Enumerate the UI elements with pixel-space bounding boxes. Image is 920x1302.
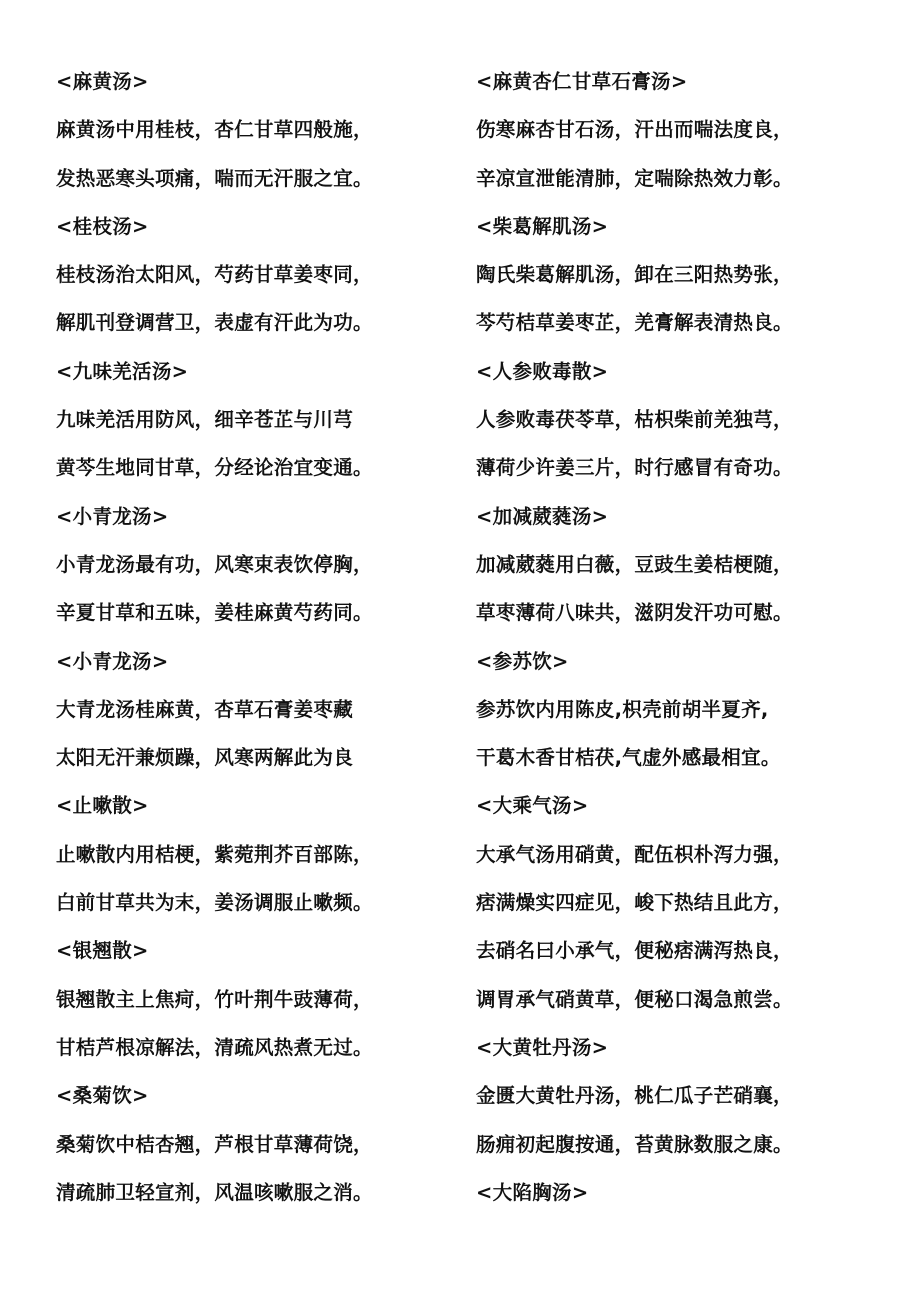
left-column [56, 62, 456, 1221]
verse-line: 薄荷少许姜三片，时行感冒有奇功。 [476, 456, 793, 480]
formula-title: <参苏饮> [476, 649, 569, 673]
verse-line: 参苏饮内用陈皮,枳壳前胡半夏齐, [476, 697, 769, 721]
formula-title: <桂枝汤> [56, 214, 149, 238]
formula-title: <大黄牡丹汤> [476, 1035, 609, 1059]
verse-line: 太阳无汗兼烦躁，风寒两解此为良 [56, 746, 354, 770]
verse-line: 痞满燥实四症见，峻下热结且此方， [476, 891, 793, 915]
verse-line: 发热恶寒头项痛，喘而无汗服之宜。 [56, 166, 373, 190]
verse-line: 芩芍桔草姜枣芷，羌膏解表清热良。 [476, 311, 793, 335]
verse-line: 人参败毒茯苓草，枯枳柴前羌独芎， [476, 408, 793, 432]
verse-line: 白前甘草共为末，姜汤调服止嗽频。 [56, 891, 373, 915]
verse-line: 黄芩生地同甘草，分经论治宜变通。 [56, 456, 373, 480]
verse-line: 辛凉宣泄能清肺，定喘除热效力彰。 [476, 166, 793, 190]
verse-line: 止嗽散内用桔梗，紫菀荆芥百部陈， [56, 842, 373, 866]
verse-line: 清疏肺卫轻宣剂，风温咳嗽服之消。 [56, 1180, 373, 1204]
formula-title: <银翘散> [56, 939, 149, 963]
verse-line: 桑菊饮中桔杏翘，芦根甘草薄荷饶， [56, 1132, 373, 1156]
verse-line: 加减葳蕤用白薇，豆豉生姜桔梗随， [476, 552, 793, 576]
right-column [476, 62, 896, 1221]
verse-line: 解肌刊登调营卫，表虚有汗此为功。 [56, 311, 373, 335]
verse-line: 去硝名曰小承气，便秘痞满泻热良， [476, 939, 793, 963]
verse-line: 伤寒麻杏甘石汤，汗出而喘法度良， [476, 118, 793, 142]
verse-line: 小青龙汤最有功，风寒束表饮停胸， [56, 552, 373, 576]
verse-line: 甘桔芦根凉解法，清疏风热煮无过。 [56, 1035, 373, 1059]
formula-title: <九味羌活汤> [56, 359, 189, 383]
verse-line: 草枣薄荷八味共，滋阴发汗功可慰。 [476, 601, 793, 625]
formula-title: <大陷胸汤> [476, 1180, 589, 1204]
formula-title: <麻黄杏仁甘草石膏汤> [476, 70, 688, 93]
verse-line: 大青龙汤桂麻黄，杏草石膏姜枣藏 [56, 697, 354, 721]
verse-line: 麻黄汤中用桂枝，杏仁甘草四般施， [56, 118, 373, 142]
formula-title: <大乘气汤> [476, 794, 589, 818]
verse-line: 桂枝汤治太阳风，芍药甘草姜枣同， [56, 263, 373, 287]
verse-line: 银翘散主上焦疴，竹叶荆牛豉薄荷， [56, 987, 373, 1011]
formula-title: <小青龙汤> [56, 504, 169, 528]
verse-line: 干葛木香甘桔茯,气虚外感最相宜。 [476, 746, 781, 770]
formula-title: <止嗽散> [56, 794, 149, 818]
verse-line: 辛夏甘草和五味，姜桂麻黄芍药同。 [56, 601, 373, 625]
verse-line: 陶氏柴葛解肌汤，卸在三阳热势张， [476, 263, 793, 287]
verse-line: 调胃承气硝黄草，便秘口渴急煎尝。 [476, 987, 793, 1011]
formula-title: <麻黄汤> [56, 70, 149, 93]
formula-title: <人参败毒散> [476, 359, 609, 383]
formula-title: <桑菊饮> [56, 1084, 149, 1108]
verse-line: 大承气汤用硝黄，配伍枳朴泻力强， [476, 842, 793, 866]
formula-title: <加减葳蕤汤> [476, 504, 609, 528]
formula-title: <小青龙汤> [56, 649, 169, 673]
formula-title: <柴葛解肌汤> [476, 214, 609, 238]
verse-line: 金匮大黄牡丹汤，桃仁瓜子芒硝襄， [476, 1084, 793, 1108]
verse-line: 肠痈初起腹按通，苔黄脉数服之康。 [476, 1132, 793, 1156]
verse-line: 九味羌活用防风，细辛苍芷与川芎 [56, 408, 354, 432]
